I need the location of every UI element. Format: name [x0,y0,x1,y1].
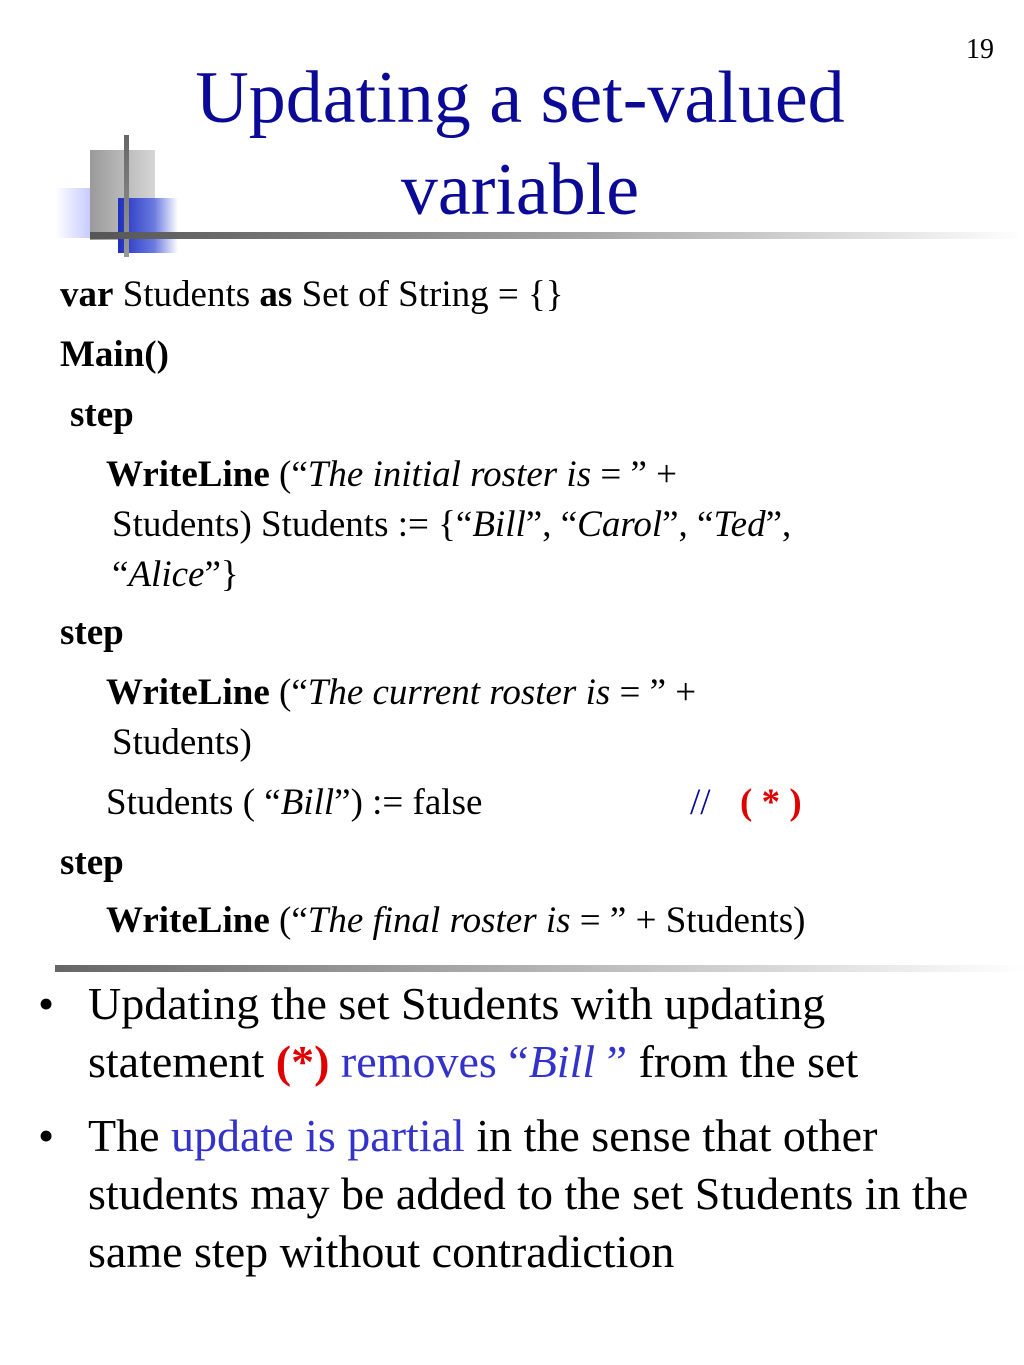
code-comment-slashes: // [690,782,711,823]
code-line-writeline-3: WriteLine (“The final roster is = ” + Students) [106,900,806,941]
title-rule [90,232,1024,239]
bullet-dot-icon: • [38,978,55,1029]
bullet-dot-icon: • [38,1110,55,1161]
code-line-main: Main() [60,334,169,375]
code-line-assign-students: Students) Students := {“Bill”, “Carol”, “Ted”, [112,504,792,545]
code-comment-marker: ( * ) [740,782,802,823]
code-line-step-3: step [60,842,124,883]
code-line-step-1: step [70,394,134,435]
mid-rule [55,965,1024,972]
bullet-list [30,975,1010,1297]
code-line-writeline-2: WriteLine (“The current roster is = ” + [106,672,697,713]
code-line-writeline-1: WriteLine (“The initial roster is = ” + [106,454,678,495]
title-line-1: Updating a set-valued [195,57,845,139]
code-line-step-2: step [60,612,124,653]
code-line-alice: “Alice”} [112,554,239,595]
bullet-item-2: • The update is partial in the sense that other students may be added to the set Students in the same step without contradiction [30,1107,1010,1281]
code-line-students-close: Students) [112,722,252,763]
slide-title [120,52,920,236]
code-line-remove-bill: Students ( “Bill”) := false [106,782,483,823]
slide-number: 19 [966,34,994,65]
title-line-2: variable [400,149,640,231]
code-line-var: var Students as Set of String = {} [60,274,564,315]
bullet-item-1: • Updating the set Students with updating statement (*) removes “Bill ” from the set [30,975,1010,1091]
